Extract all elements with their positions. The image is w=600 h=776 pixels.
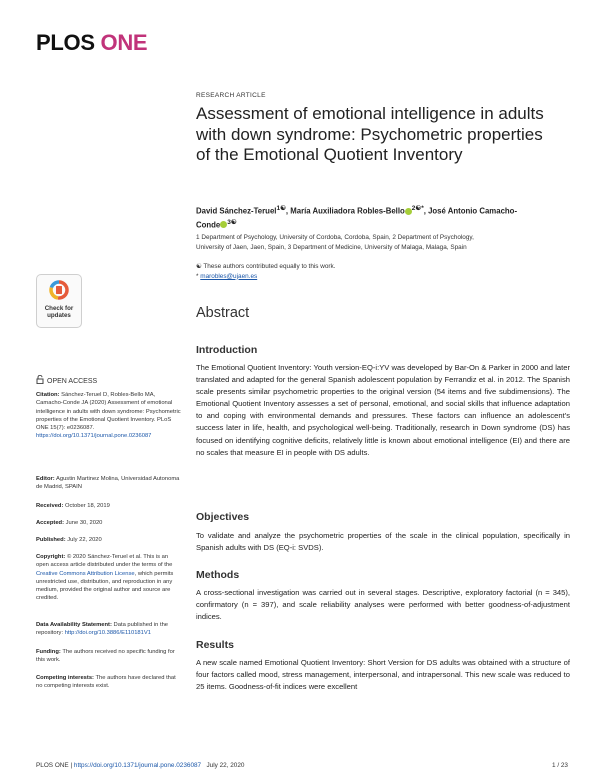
orcid-icon[interactable] bbox=[405, 208, 412, 215]
page-number: 1 / 23 bbox=[552, 762, 568, 769]
open-lock-icon bbox=[36, 375, 44, 384]
author-list bbox=[196, 203, 571, 230]
equal-contribution-note: ☯ These authors contributed equally to this work. bbox=[196, 263, 336, 270]
section-text-introduction: The Emotional Quotient Inventory: Youth version-EQ-i:YV was developed by Bar-On & Parker in 2000 and later translated and adapted for the general Spanish adolescent population by Ferrandiz et al. in 2012. The Spanish scale presents similar psychometric properties to the original version (54 items and five subdimensions). The Emotional Quotient Inventory assesses a set of personal, emotional, and social skills that influence adaptation to and coping with environmental demands and pressures. These factors can influence an adolescent's success later in life, health, and psychological well-being. Traditionally, research in Down syndrome (DS) has focused on identifying cognitive deficits, relatively little is known about emotional intelligence (EI) and there are no scales that measure EI in people with DS adults. bbox=[196, 363, 570, 457]
funding-block: Funding: The authors received no specific funding for this work. bbox=[36, 649, 175, 664]
editor-block: Editor: Agustin Martinez Molina, Universidad Autonoma de Madrid, SPAIN bbox=[36, 476, 180, 491]
copyright-block: Copyright: © 2020 Sánchez-Teruel et al. This is an open access article distributed under the terms of the Creative Commons Attribution License, which permits unrestricted use, distribution, and reproduction in any medium, provided the original author and source are credited. bbox=[36, 554, 174, 602]
data-repository-link[interactable]: http://doi.org/10.3886/E110181V1 bbox=[64, 630, 151, 637]
author-3-cont[interactable]: Conde bbox=[196, 220, 221, 230]
section-text-results: A new scale named Emotional Quotient Inventory: Short Version for DS adults was obtained with a structure of four factors called mood, stress management, interpersonal, and intrapersonal. This new scale was reduced to 25 items. Goodness-of-fit indices were excellent bbox=[196, 658, 570, 692]
abstract-heading: Abstract bbox=[196, 305, 250, 321]
logo-plos: PLOS bbox=[36, 30, 95, 55]
author-notes bbox=[196, 262, 571, 281]
section-heading-introduction: Introduction bbox=[196, 344, 258, 356]
data-availability-block: Data Availability Statement: Data published in the repository: http://doi.org/10.3886/E110181V1 bbox=[36, 622, 169, 637]
section-text-objectives: To validate and analyze the psychometric properties of the scale in the clinical population, specifically in Spanish adults with DS (EQ-i: SVDS). bbox=[196, 531, 570, 553]
logo-one: ONE bbox=[100, 30, 148, 55]
section-heading-methods: Methods bbox=[196, 569, 240, 581]
author-2-sup: 2☯* bbox=[411, 205, 424, 212]
footer-date: July 22, 2020 bbox=[206, 762, 245, 769]
author-1-sup: 1☯ bbox=[276, 205, 286, 212]
affiliation-line: 1 Department of Psychology, University of Cordoba, Cordoba, Spain, 2 Department of Psychology, bbox=[196, 234, 474, 241]
citation-block: Citation: Sánchez-Teruel D, Robles-Bello MA, Camacho-Conde JA (2020) Assessment of emotional intelligence in adults with down syndrome: Psychometric properties of the Emotional Quotient Inventory. PLoS ONE 15(7): e0236087. https://doi.org/10.1371/journal.pone.0236087 bbox=[36, 392, 181, 440]
competing-interests-block: Competing interests: The authors have declared that no competing interests exist. bbox=[36, 675, 176, 690]
section-text-methods: A cross-sectional investigation was carried out in several stages. Descriptive, exploratory factorial (n = 345), confirmatory (n = 397), and scale reliability analyses were performed with better goodness-of-adjustment indices. bbox=[196, 588, 570, 622]
corresponding-email-link[interactable]: marobles@ujaen.es bbox=[200, 272, 258, 280]
badge-label: Check for updates bbox=[44, 305, 74, 320]
footer-journal: PLOS ONE bbox=[36, 762, 69, 769]
received-date: Received: October 18, 2019 bbox=[36, 503, 110, 509]
corresponding-email-row: * marobles@ujaen.es bbox=[196, 272, 258, 280]
license-link[interactable]: Creative Commons Attribution License bbox=[36, 570, 135, 577]
author-2[interactable]: , María Auxiliadora Robles-Bello bbox=[285, 206, 405, 216]
accepted-date: Accepted: June 30, 2020 bbox=[36, 520, 103, 526]
author-3-sup: 3☯ bbox=[227, 218, 237, 226]
affiliation-line: University of Jaen, Jaen, Spain, 3 Department of Medicine, University of Malaga, Malaga, Spain bbox=[196, 243, 467, 251]
author-1[interactable]: David Sánchez-Teruel bbox=[196, 206, 277, 216]
page-footer: PLOS ONE | https://doi.org/10.1371/journal.pone.0236087 July 22, 2020 bbox=[36, 762, 245, 769]
open-access-label: OPEN ACCESS bbox=[36, 375, 97, 385]
published-date: Published: July 22, 2020 bbox=[36, 537, 102, 543]
journal-logo bbox=[36, 30, 147, 56]
article-type-label: RESEARCH ARTICLE bbox=[196, 92, 266, 99]
update-ring-icon bbox=[49, 280, 69, 300]
section-heading-objectives: Objectives bbox=[196, 511, 250, 523]
affiliations bbox=[196, 233, 571, 252]
article-title: Assessment of emotional intelligence in adults with down syndrome: Psychometric properties of the Emotional Quotient Inventory bbox=[196, 104, 544, 164]
section-heading-results: Results bbox=[196, 639, 234, 651]
check-for-updates-badge[interactable] bbox=[36, 274, 82, 328]
footer-doi-link[interactable]: https://doi.org/10.1371/journal.pone.0236087 bbox=[73, 762, 202, 769]
author-3[interactable]: , José Antonio Camacho- bbox=[423, 206, 518, 216]
citation-doi-link[interactable]: https://doi.org/10.1371/journal.pone.0236087 bbox=[36, 433, 152, 440]
